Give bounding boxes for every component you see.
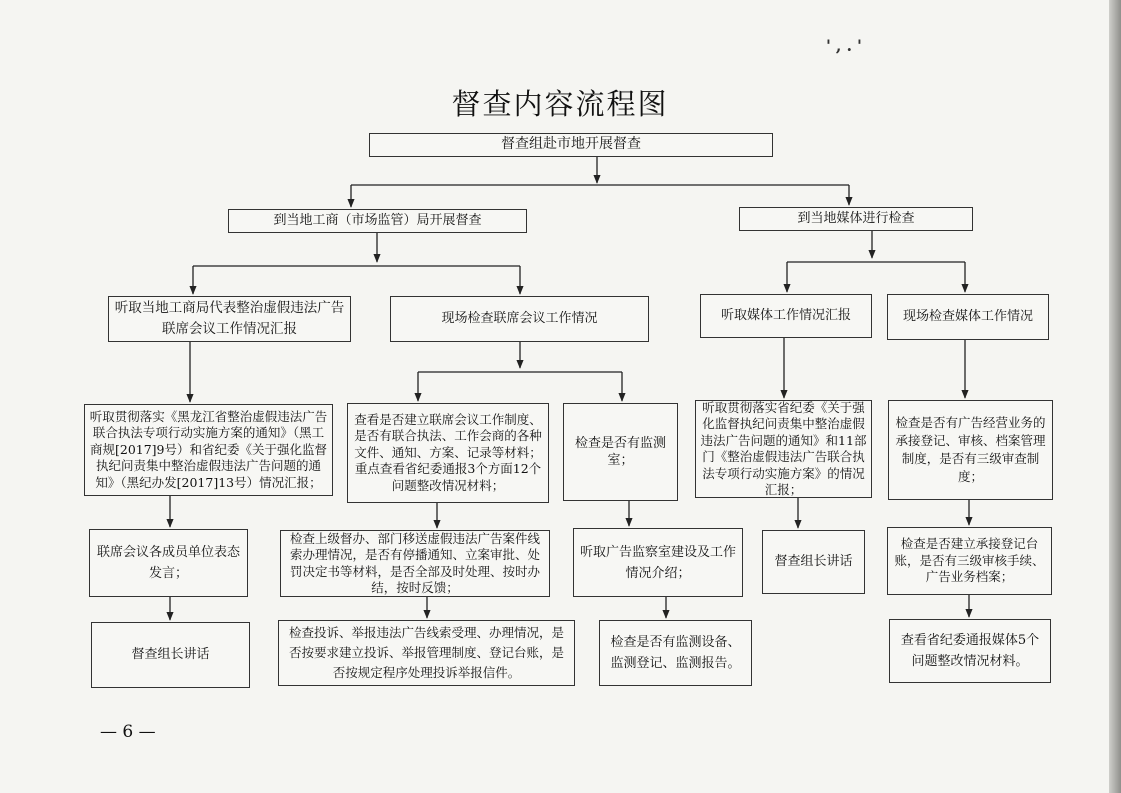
page-title: 督查内容流程图 [451, 87, 669, 121]
right-report-detail-box [695, 400, 872, 498]
left-leader-speech-box [91, 622, 250, 688]
check-complaint-box [278, 620, 575, 686]
corner-marks: ',.' [826, 36, 867, 55]
right-check-system-box [888, 400, 1053, 500]
left-leader-speech-text: 督查组长讲话 [131, 647, 210, 663]
right-report-box [700, 294, 872, 338]
right-report-text: 听取媒体工作情况汇报 [720, 308, 851, 324]
right-check-system-text: 检查是否有广告经营业务的承接登记、审核、档案管理制度，是否有三级审查制度； [895, 415, 1046, 484]
member-speech-text: 联席会议各成员单位表态发言； [96, 545, 240, 581]
left-report-detail-text: 听取贯彻落实《黑龙江省整治虚假违法广告联合执法专项行动实施方案的通知》（黑工商规[2017]9号）和省纪委《关于强化监督执纪问责集中整治虚假违法广告问题的通知》（黑纪办发[2017]13号）情况汇报； [89, 408, 328, 490]
check-material-box [889, 619, 1051, 683]
room-intro-box [573, 528, 743, 597]
check-complaint-text: 检查投诉、举报违法广告线索受理、办理情况，是否按要求建立投诉、举报管理制度、登记台账，是否按规定程序处理投诉举报信件。 [288, 625, 564, 680]
right-onsite-text: 现场检查媒体工作情况 [902, 309, 1033, 325]
page-number: — 6 — [100, 722, 156, 742]
branch-right-box [739, 207, 973, 231]
branch-left-text: 到当地工商（市场监管）局开展督查 [273, 213, 482, 229]
room-intro-text: 听取广告监察室建设及工作情况介绍； [579, 544, 736, 581]
check-ledger-box [887, 527, 1052, 595]
check-equipment-box [599, 620, 752, 686]
check-system-text: 查看是否建立联席会议工作制度、是否有联合执法、工作会商的各种文件、通知、方案、记录等材料；重点查看省纪委通报3个方面12个问题整改情况材料； [354, 411, 542, 493]
left-report-detail-box [84, 404, 333, 496]
right-leader-speech-box [762, 530, 865, 594]
right-report-detail-text: 听取贯彻落实省纪委《关于强化监督执纪问责集中整治虚假违法广告问题的通知》和11部门《整治虚假违法广告联合执法专项行动实施方案》的情况汇报； [700, 399, 867, 497]
left-report-text: 听取当地工商局代表整治虚假违法广告联席会议工作情况汇报 [114, 300, 345, 337]
check-system-box [347, 403, 549, 503]
member-speech-box [89, 529, 248, 597]
root-box [369, 133, 773, 157]
check-room-box [563, 403, 678, 501]
check-supervise-text: 检查上级督办、部门移送虚假违法广告案件线索办理情况，是否有停播通知、立案审批、处罚决定书等材料，是否全部及时处理、按时办结，按时反馈； [289, 530, 540, 595]
branch-right-text: 到当地媒体进行检查 [797, 211, 915, 227]
right-leader-speech-text: 督查组长讲话 [774, 554, 853, 570]
branch-left-box [228, 209, 527, 233]
left-onsite-box [390, 296, 649, 342]
check-room-text: 检查是否有监测室； [574, 435, 666, 468]
check-equipment-text: 检查是否有监测设备、监测登记、监测报告。 [610, 635, 741, 671]
left-onsite-text: 现场检查联席会议工作情况 [441, 311, 598, 327]
check-ledger-text: 检查是否建立承接登记台账，是否有三级审核手续、广告业务档案； [894, 536, 1045, 585]
left-report-box [108, 296, 351, 342]
check-material-text: 查看省纪委通报媒体5个问题整改情况材料。 [900, 633, 1040, 669]
root-text: 督查组赴市地开展督查 [501, 136, 641, 153]
right-onsite-box [887, 294, 1049, 340]
check-supervise-box [280, 530, 550, 597]
